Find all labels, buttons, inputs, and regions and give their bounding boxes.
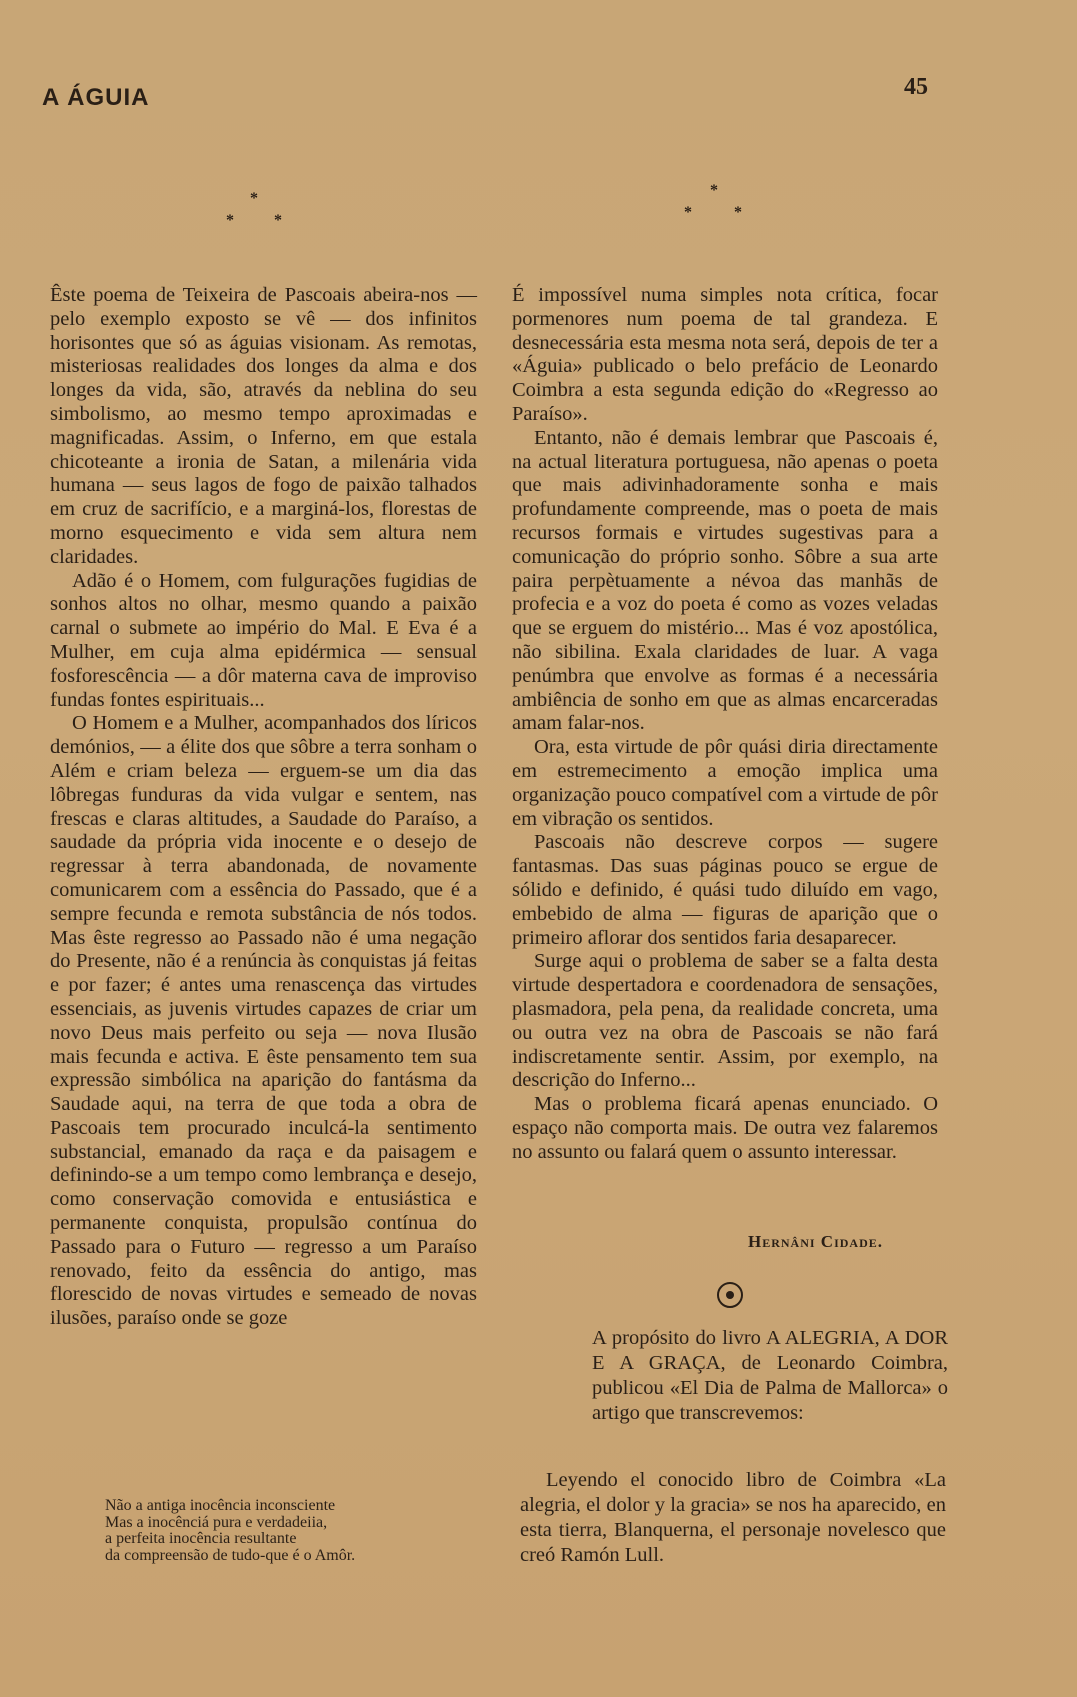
author-signature: Hernâni Cidade.: [748, 1232, 884, 1251]
paragraph: Entanto, não é demais lembrar que Pascoais é, na actual literatura portuguesa, não apenas o poeta que mais adivinhadoramente sonha e mais profundamente compreende, mas o poeta de mais recursos formais e virtudes sugestivas para a comunicação do próprio sonho. Sôbre a sua arte paira perpètuamente a névoa das manhãs de profecia e a voz do poeta é como as vozes veladas que se erguem do mistério... Mas é voz apostólica, não sibilina. Exala claridades de luar. A vaga penúmbra que envolve as formas é a necessária ambiência de sonho em que as almas encarceradas amam falar-nos.: [512, 426, 938, 735]
editorial-note: A propósito do livro A ALEGRIA, A DOR E A GRAÇA, de Leonardo Coimbra, publicou «El Dia de Palma de Mallorca» o artigo que transcrevemos:: [592, 1327, 948, 1424]
paragraph: O Homem e a Mulher, acompanhados dos líricos demónios, — a élite dos que sôbre a terra sonham o Além e criam beleza — erguem-se um dia das lôbregas funduras da vida vulgar e sentem, nas frescas e claras altitudes, a Saudade do Paraíso, a saudade da própria vida inocente e o desejo de regressar à terra abandonada, de novamente comunicarem com a essência do Passado, que é a sempre fecunda e remota substância de nós todos. Mas êste regresso ao Passado não é uma negação do Presente, não é a renúncia às conquistas já feitas e por fazer; é antes uma renascença das virtudes essenciais, as juvenis virtudes capazes de criar um novo Deus mais perfeito ou seja — nova Ilusão mais fecunda e activa. E êste pensamento tem sua expressão simbólica na aparição do fantásma da Saudade aqui, na terra de que toda a obra de Pascoais tem procurado inculcá-la sentimento substancial, emanado da raça e da paisagem e definindo-se a um tempo como lembrança e desejo, como conservação comovida e entusiástica e permanente conquista, propulsão contínua do Passado para o Futuro — regresso a um Paraíso renovado, feito da essência do antigo, mas florescido de novas virtudes e semeado de novas ilusões, paraíso onde se goze: [50, 712, 477, 1330]
paragraph: Êste poema de Teixeira de Pascoais abeira-nos — pelo exemplo exposto se vê — dos infinitos horisontes que só as águias visionam. As remotas, misteriosas realidades dos longes da alma e dos longes da vida, são, através da neblina do seu simbolismo, ao mesmo tempo aproximadas e magnificadas. Assim, o Inferno, em que estala chicoteante a ironia de Satan, a milenária vida humana — seus lagos de fogo de paixão talhados em cruz de sacrifício, e a marginá-los, florestas de morno esquecimento e vida sem altura nem claridades.: [50, 284, 477, 568]
poem-line: Não a antiga inocência inconsciente: [105, 1497, 336, 1514]
paragraph: Surge aqui o problema de saber se a falta desta virtude despertadora e coordenadora de sensações, plasmadora, pela pena, da realidade concreta, uma ou outra vez na obra de Pascoais se não fará indiscretamente sentir. Assim, por exemplo, na descrição do Inferno...: [512, 950, 938, 1092]
quotation-paragraph: Leyendo el conocido libro de Coimbra «La alegria, el dolor y la gracia» se nos ha aparecido, en esta tierra, Blanquerna, el personaje novelesco que creó Ramón Lull.: [520, 1469, 946, 1566]
section-asterism-right: * * *: [684, 182, 742, 221]
paragraph: Mas o problema ficará apenas enunciado. O espaço não comporta mais. De outra vez falaremos no assunto ou falará quem o assunto interessar.: [512, 1093, 938, 1163]
section-ornament-icon: [717, 1282, 743, 1308]
running-title: A ÁGUIA: [42, 84, 150, 111]
paragraph: Adão é o Homem, com fulgurações fugidias de sonhos altos no olhar, mesmo quando a paixão carnal o submete ao império do Mal. E Eva é a Mulher, em cuja alma epidérmica — sensual fosforescência — a dôr materna cava de improviso fundas fontes espirituais...: [50, 569, 477, 711]
poem-line: da compreensão de tudo-que é o Amôr.: [105, 1546, 356, 1564]
left-column: [50, 284, 477, 1331]
paragraph: Pascoais não descreve corpos — sugere fantasmas. Das suas páginas pouco se ergue de sólido e definido, é quási tudo diluído em vago, embebido de alma — figuras de aparição que o primeiro aflorar dos sentidos faria desaparecer.: [512, 831, 938, 949]
paragraph: Ora, esta virtude de pôr quási diria directamente em estremecimento a emoção implica uma organização pouco compatível com a virtude de pôr em vibração os sentidos.: [512, 736, 938, 830]
paragraph: É impossível numa simples nota crítica, focar pormenores num poema de tal grandeza. E desnecessária esta mesma nota será, depois de ter a «Águia» publicado o belo prefácio de Leonardo Coimbra a esta segunda edição do «Regresso ao Paraíso».: [512, 284, 938, 425]
poem-line: Mas a inocênciá pura e verdadeiia,: [105, 1513, 328, 1531]
poem-line: a perfeita inocência resultante: [105, 1530, 297, 1547]
poem-quotation: [105, 1498, 485, 1564]
right-column: [512, 284, 938, 1164]
section-asterism-left: * * *: [226, 190, 282, 229]
spanish-quotation: [520, 1468, 946, 1568]
page-number: 45: [904, 74, 928, 100]
